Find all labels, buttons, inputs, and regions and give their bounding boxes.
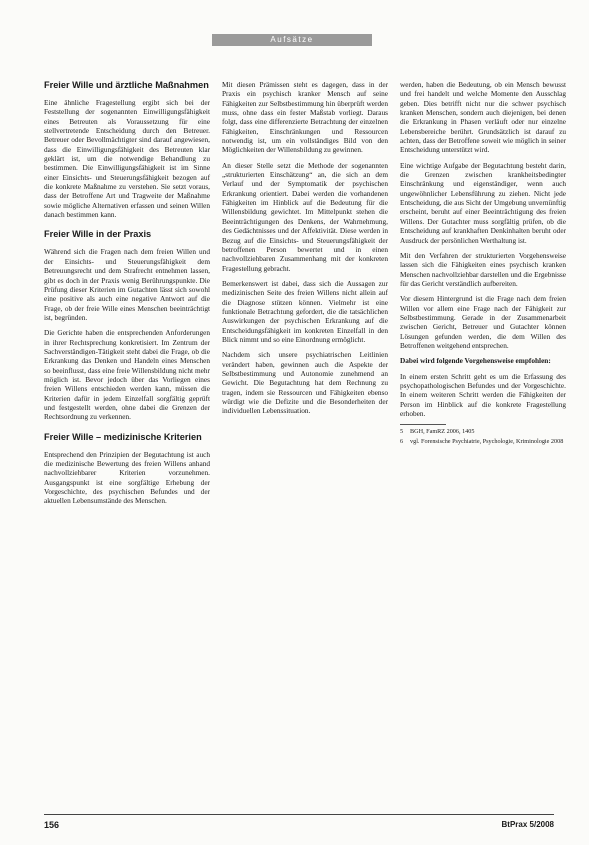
journal-issue: BtPrax 5/2008 — [501, 820, 554, 829]
paragraph: Eine ähnliche Fragestellung ergibt sich bei der Feststellung der sogenannten Einwilligungsfähigkeit eines Betreuten als Voraussetzung für eine stellvertretende Entscheidung durch den Betreuer. Betreuer oder Bevollmächtigter sind darauf angewiesen, dass die Einwilligungsfähigkeit des Betreuten klar geklärt ist, um die notwendige Behandlung zu bestimmen. Die Einwilligungsfähigkeit ist im Sinne einer Einsichts- und Steuerungsfähigkeit bezogen auf die konkrete Maßnahme zu verstehen. Sie setzt voraus, dass der Betroffene Art und Tragweite der Maßnahme sowie mögliche Alternativen erfassen und seinen Willen danach bestimmen kann. — [44, 98, 210, 220]
paragraph: Vor diesem Hintergrund ist die Frage nach dem freien Willen vor allem eine Frage nach der Fähigkeit zur Selbstbestimmung. Gerade in der Zusammenarbeit zwischen Gericht, Betreuer und Gutachter können Lösungen gefunden werden, die dem Willen des Betroffenen weitgehend entsprechen. — [400, 294, 566, 350]
footnote-number: 6 — [400, 437, 404, 445]
section-tab: Aufsätze — [212, 34, 372, 46]
paragraph: Während sich die Fragen nach dem freien Willen und der Einsichts- und Steuerungsfähigkeit dem Betreuungsrecht und dem Strafrecht entnehmen lassen, gibt es doch in der Praxis wenig Berührungspunkte. Die Prüfung dieser Kriterien im Gutachten lässt sich sowohl eine positive als auch eine negative Antwort auf die Frage, ob der freie Wille eines Menschen beeinträchtigt ist, begründen. — [44, 247, 210, 322]
paragraph: Eine wichtige Aufgabe der Begutachtung besteht darin, die Grenzen zwischen krankheitsbedingter Einschränkung und eigenständiger, wenn auch ungewöhnlicher Lebensführung zu ziehen. Nicht jede Entscheidung, die aus Sicht der Umgebung unvernünftig erscheint, beruht auf einer Beeinträchtigung des freien Willens. Der Gutachter muss sorgfältig prüfen, ob die Entscheidung auf krankhaften Denkinhalten beruht oder Ausdruck der persönlichen Werthaltung ist. — [400, 160, 566, 245]
column-3 — [400, 80, 566, 448]
paragraph: Entsprechend den Prinzipien der Begutachtung ist auch die medizinische Bewertung des freien Willens anhand nachvollziehbarer Kriterien vorzunehmen. Ausgangspunkt ist eine sorgfältige Erhebung der Vorgeschichte, des psychischen Befundes und der aktuellen Lebensumstände des Menschen. — [44, 449, 210, 506]
footnote-text: vgl. Forensische Psychiatrie, Psychologie, Kriminologie 2008 — [410, 437, 564, 445]
paragraph: Mit den Verfahren der strukturierten Vorgehensweise lassen sich die Fähigkeiten eines psychisch kranken Menschen nachvollziehbar darstellen und die Ergebnisse für das Gericht verständlich aufbereiten. — [400, 250, 566, 288]
paragraph-lead: Dabei wird folgende Vorgehensweise empfohlen: — [400, 356, 551, 366]
column-1 — [44, 80, 210, 512]
column-2 — [222, 80, 388, 422]
footnote — [400, 428, 566, 436]
footnote-number: 5 — [400, 428, 404, 436]
paragraph: An dieser Stelle setzt die Methode der sogenannten „strukturierten Einschätzung“ an, die sich an dem Verlauf und der Symptomatik der psychischen Erkrankung orientiert. Dabei werden die vorhandenen Fähigkeiten im Hinblick auf die Bedeutung für die Willensbildung gewichtet. Im Mittelpunkt stehen die Beeinträchtigungen des Denkens, der Wahrnehmung, des Gedächtnisses und der Affektivität. Diese werden in Bezug auf die Einsichts- und Steuerungsfähigkeit der betroffenen Person bewertet und in einen nachvollziehbaren Zusammenhang mit der konkreten Fragestellung gebracht. — [222, 160, 388, 273]
paragraph: Die Gerichte haben die entsprechenden Anforderungen in ihrer Rechtsprechung konkretisiert. Im Zentrum der Sachverständigen-Tätigkeit steht dabei die Frage, ob die Erkrankung das Denken und Handeln eines Menschen so beeinflusst, dass eine freie Willensbildung nicht mehr möglich ist. Bevor jedoch über das Vorliegen eines freien Willens entschieden werden kann, müssen die Kriterien dafür in jedem Einzelfall sorgfältig geprüft und festgestellt werden, ohne dabei die Grenzen der Rechtsordnung zu verkennen. — [44, 328, 210, 422]
page-number: 156 — [44, 820, 60, 830]
paragraph: In einem ersten Schritt geht es um die Erfassung des psychopathologischen Befundes und der Vorgeschichte. In einem weiteren Schritt werden die Fähigkeiten der Person im Hinblick auf die konkrete Fragestellung erhoben. — [400, 371, 566, 418]
footer-divider — [44, 814, 554, 815]
paragraph: Nachdem sich unsere psychiatrischen Leitlinien verändert haben, gewinnen auch die Aspekte der Selbstbestimmung und Autonomie zunehmend an Gewicht. Die Begutachtung hat dem Rechnung zu tragen, indem sie Ressourcen und Fähigkeiten ebenso würdigt wie die Defizite und die Besonderheiten der individuellen Lebenssituation. — [222, 350, 388, 416]
heading-medical-criteria: Freier Wille – medizinische Kriterien — [44, 431, 202, 442]
heading-free-will-medical-measures: Freier Wille und ärztliche Maßnahmen — [44, 80, 209, 90]
footnote-divider — [400, 424, 446, 425]
footnote-text: BGH, FamRZ 2006, 1405 — [410, 428, 475, 436]
heading-free-will-in-practice: Freier Wille in der Praxis — [44, 229, 152, 240]
paragraph: werden, haben die Bedeutung, ob ein Mensch bewusst und frei handelt und welche Momente den Ausschlag geben. Dies betrifft nicht nur die schwer psychisch kranken Menschen, sondern auch diejenigen, bei denen die Erkrankung in Phasen verläuft oder nur einzelne Lebensbereiche berührt. Grundsätzlich ist darauf zu achten, dass der Betroffene soweit wie möglich in seiner Entscheidung unterstützt wird. — [400, 80, 566, 155]
paragraph: Bemerkenswert ist dabei, dass sich die Aussagen zur medizinischen Seite des freien Willens nicht allein auf die Diagnose stützen können. Vielmehr ist eine funktionale Betrachtung gefordert, die die tatsächlichen Auswirkungen der psychischen Erkrankung auf die Entscheidungsfähigkeit im konkreten Einzelfall in den Blick nimmt und so eine Einordnung ermöglicht. — [222, 278, 388, 344]
footnote — [400, 438, 566, 446]
paragraph: Mit diesen Prämissen steht es dagegen, dass in der Praxis ein psychisch kranker Mensch auf seine Fähigkeiten zur Selbstbestimmung hin überprüft werden muss, ohne dass ein fester Maßstab vorliegt. Daraus folgt, dass eine differenzierte Betrachtung der einzelnen Fähigkeiten, Einschränkungen und Ressourcen notwendig ist, um ein vollständiges Bild von den Möglichkeiten der Willensbildung zu gewinnen. — [222, 80, 388, 155]
